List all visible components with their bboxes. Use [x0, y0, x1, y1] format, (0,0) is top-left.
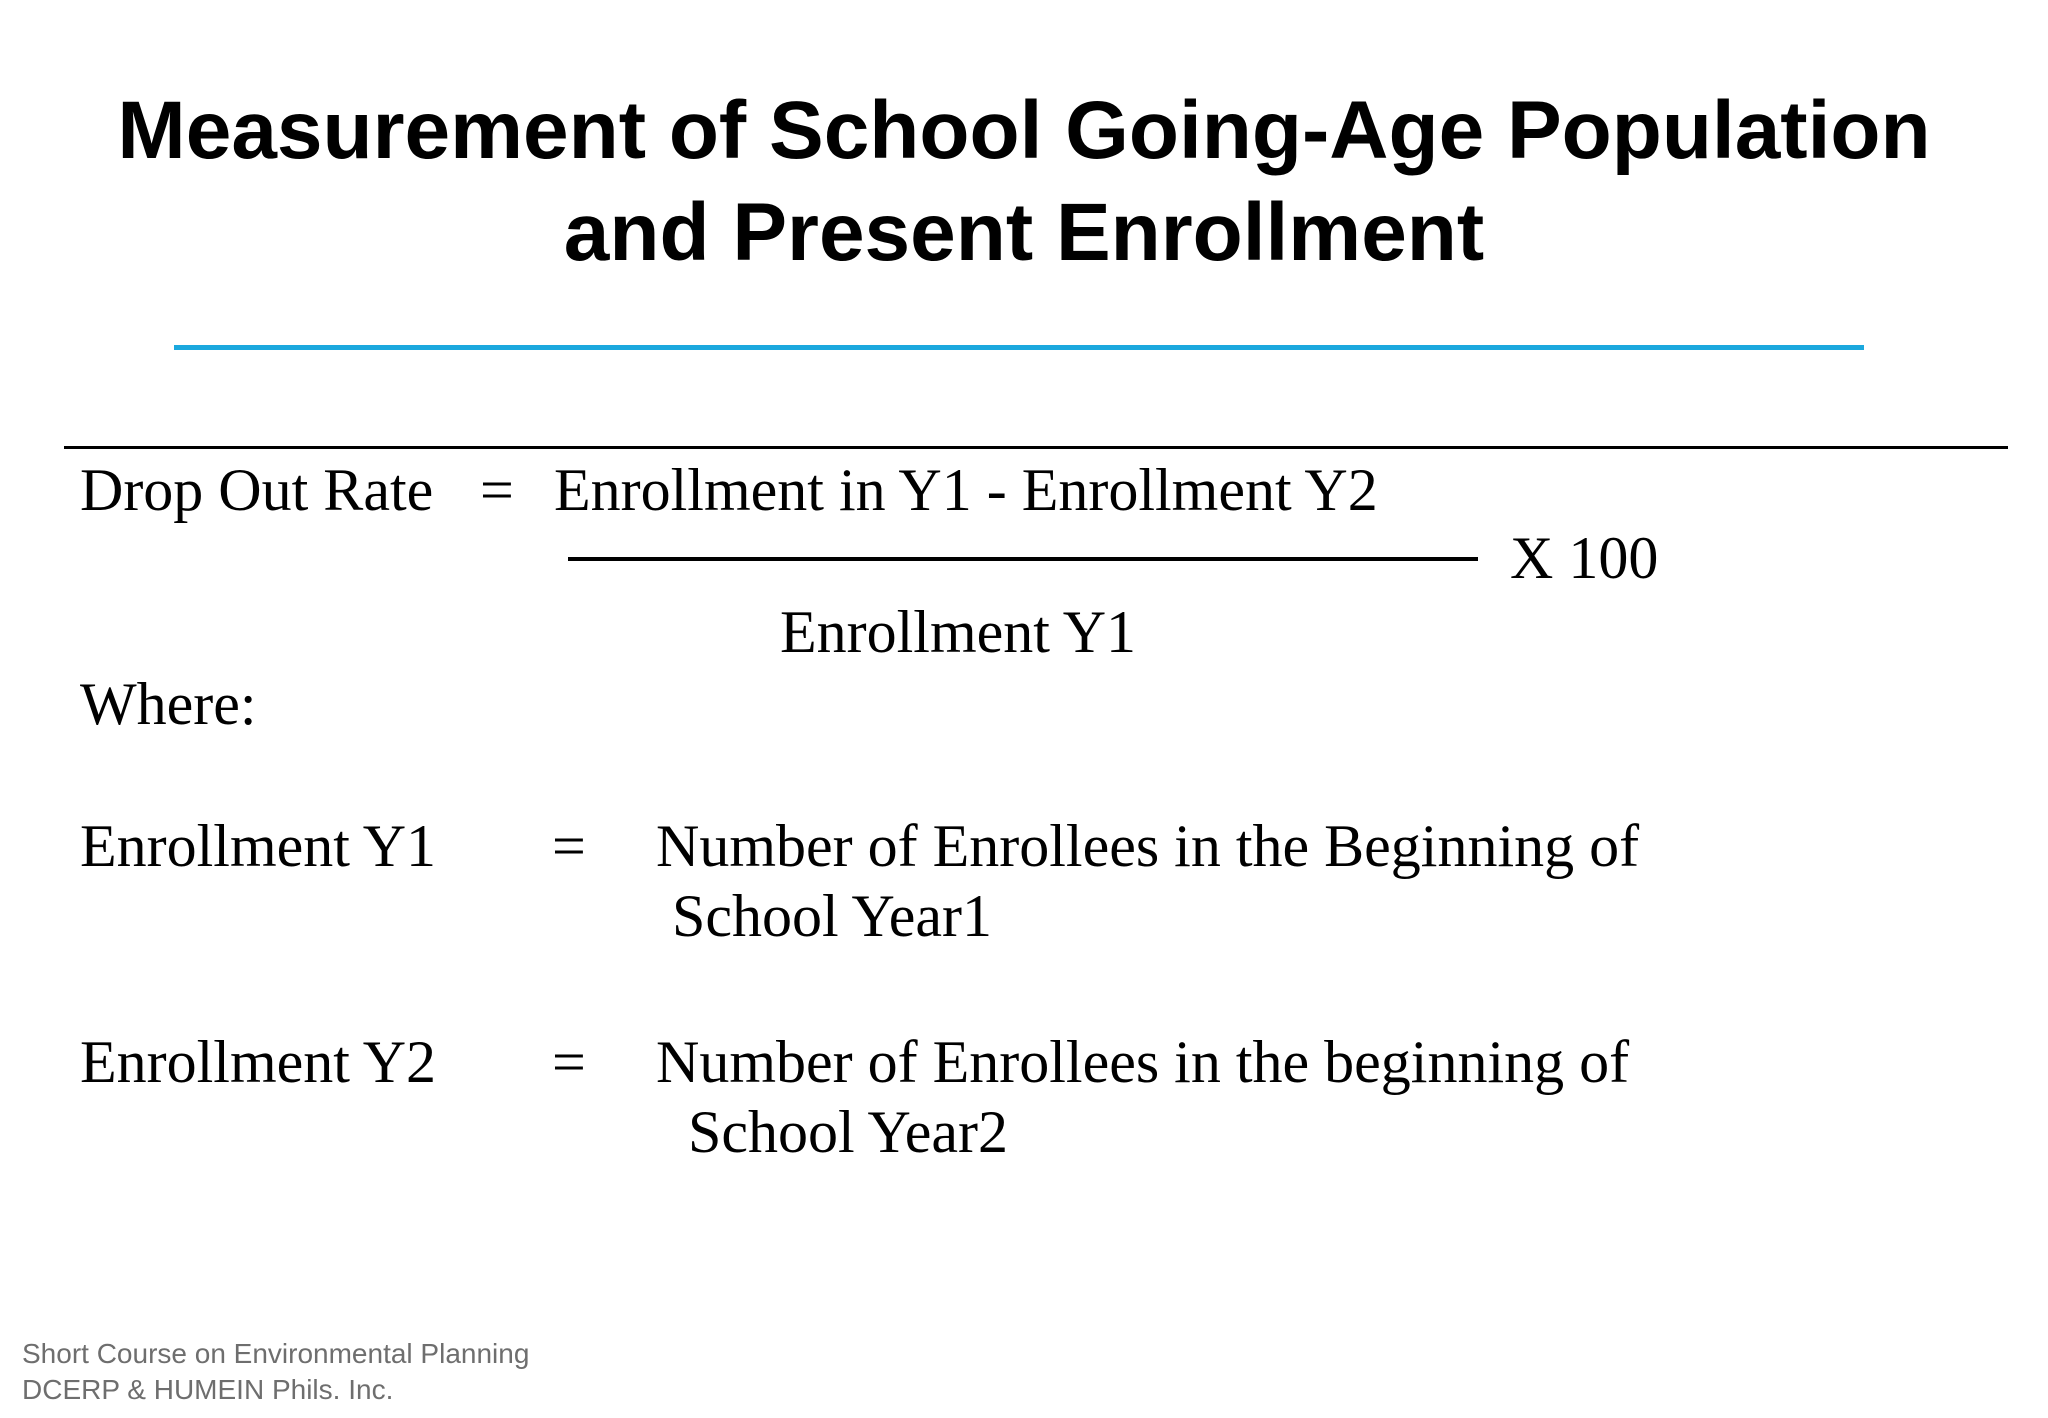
title-accent-rule: [174, 345, 1864, 350]
slide-title-line-2: and Present Enrollment: [563, 187, 1485, 278]
footer-line-1: Short Course on Environmental Planning: [22, 1338, 530, 1369]
formula-numerator: Enrollment in Y1 - Enrollment Y2: [554, 457, 1378, 523]
fraction-bar: [568, 557, 1478, 561]
formula-denominator: Enrollment Y1: [780, 599, 1137, 665]
formula-equals: =: [480, 457, 514, 523]
definition-equals-1: =: [552, 813, 586, 879]
definition-text-1-line-1: Number of Enrollees in the Beginning of: [656, 813, 1640, 879]
definition-equals-2: =: [552, 1029, 586, 1095]
formula-multiplier: X 100: [1510, 525, 1659, 591]
slide-title: [0, 80, 2048, 284]
definition-text-2-line-2: School Year2: [688, 1099, 1009, 1165]
slide-footer: [22, 1336, 529, 1408]
slide-title-line-1: Measurement of School Going-Age Population: [117, 85, 1931, 176]
definition-text-2-line-1: Number of Enrollees in the beginning of: [656, 1029, 1630, 1095]
definition-term-1: Enrollment Y1: [80, 813, 437, 879]
footer-line-2: DCERP & HUMEIN Phils. Inc.: [22, 1374, 394, 1405]
where-label: Where:: [80, 671, 257, 737]
formula-lhs: Drop Out Rate: [80, 457, 434, 523]
definition-text-1-line-2: School Year1: [672, 883, 993, 949]
definition-term-2: Enrollment Y2: [80, 1029, 437, 1095]
